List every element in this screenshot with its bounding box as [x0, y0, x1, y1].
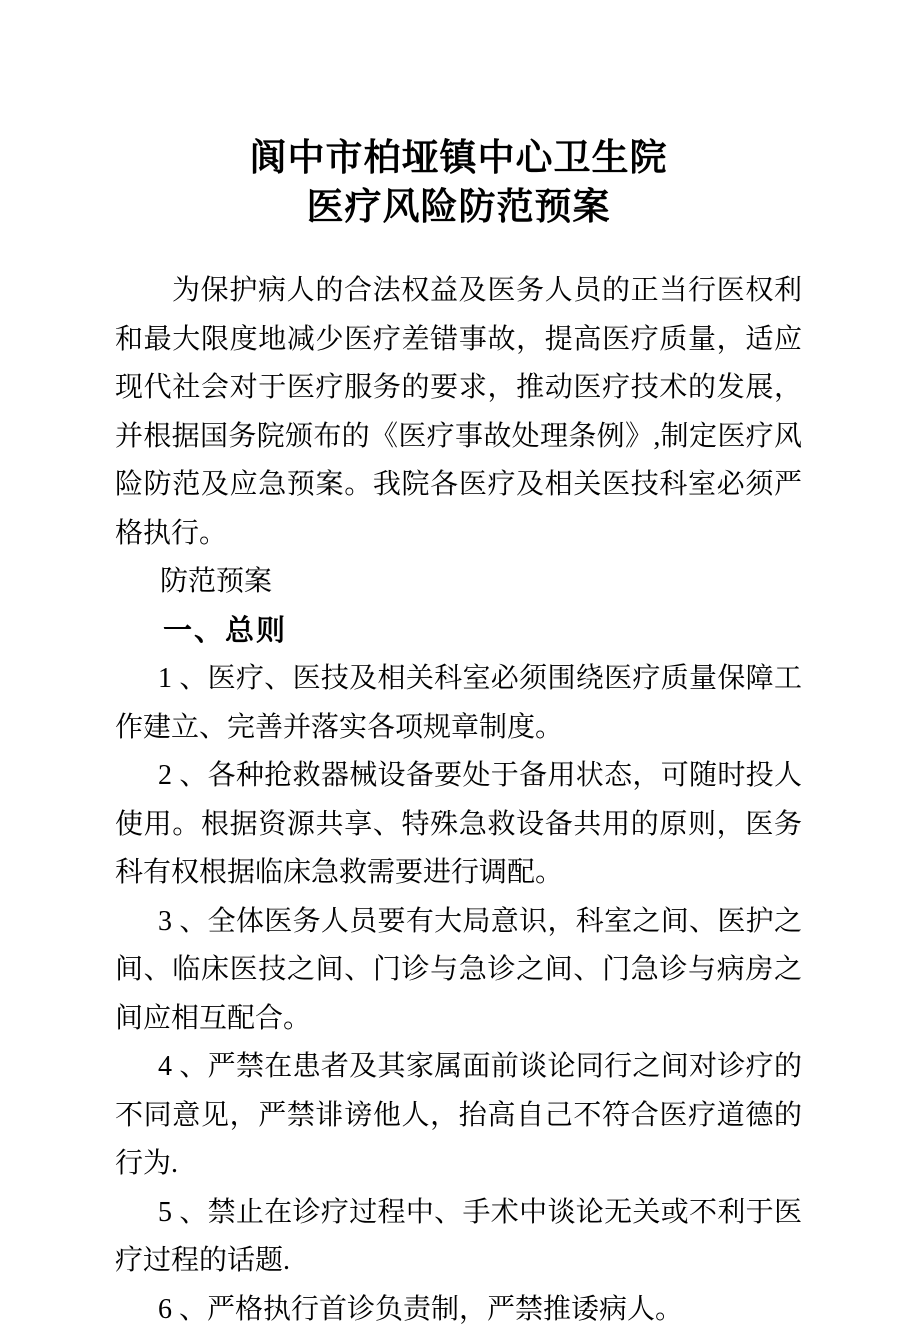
document-title [115, 133, 802, 231]
chapter-heading: 一、总则 [115, 607, 802, 656]
list-item-6: 6 、严格执行首诊负责制，严禁推诿病人。 [115, 1286, 802, 1334]
intro-paragraph: 为保护病人的合法权益及医务人员的正当行医权利和最大限度地减少医疗差错事故，提高医疗质量，适应现代社会对于医疗服务的要求，推动医疗技术的发展，并根据国务院颁布的《医疗事故处理条例》,制定医疗风险防范及应急预案。我院各医疗及相关医技科室必须严格执行。 [115, 267, 802, 558]
list-item-4: 4 、严禁在患者及其家属面前谈论同行之间对诊疗的不同意见，严禁诽谤他人，抬高自己不符合医疗道德的行为. [115, 1043, 802, 1189]
list-item-2: 2 、各种抢救器械设备要处于备用状态，可随时投人使用。根据资源共享、特殊急救设备共用的原则，医务科有权根据临床急救需要进行调配。 [115, 752, 802, 898]
list-item-5: 5 、禁止在诊疗过程中、手术中谈论无关或不利于医疗过程的话题. [115, 1189, 802, 1286]
document-title-line-1: 阆中市柏垭镇中心卫生院 [115, 133, 802, 182]
section-label: 防范预案 [115, 558, 802, 607]
list-item-1: 1 、医疗、医技及相关科室必须围绕医疗质量保障工作建立、完善并落实各项规章制度。 [115, 655, 802, 752]
list-item-3: 3 、全体医务人员要有大局意识，科室之间、医护之间、临床医技之间、门诊与急诊之间、门急诊与病房之间应相互配合。 [115, 898, 802, 1044]
document-title-line-2: 医疗风险防范预案 [115, 182, 802, 231]
